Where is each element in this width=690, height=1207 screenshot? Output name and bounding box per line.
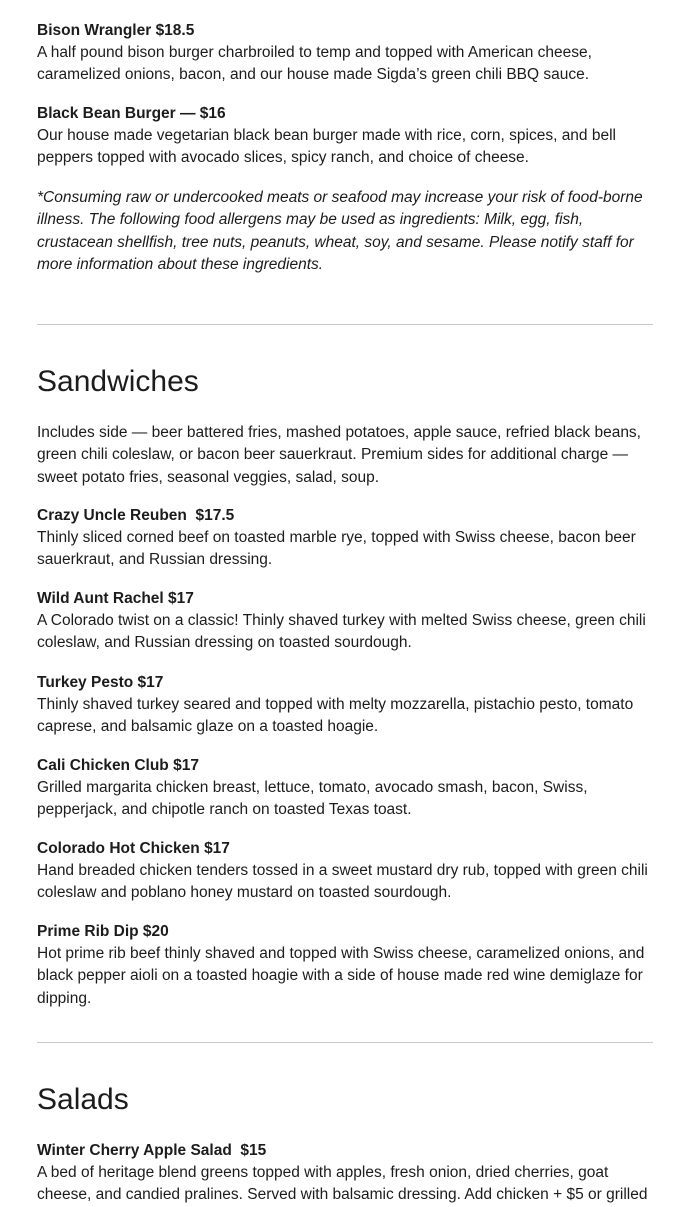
menu-item-colorado-hot-chicken [37,838,653,905]
menu-item-description: Thinly shaved turkey seared and topped with melty mozzarella, pistachio pesto, tomato caprese, and balsamic glaze on a toasted hoagie. [37,696,634,736]
menu-item-title: Black Bean Burger — $16 [37,105,226,122]
menu-item-wild-aunt-rachel [37,588,653,655]
menu-item-description: Hot prime rib beef thinly shaved and topped with Swiss cheese, caramelized onions, and black pepper aioli on a toasted hoagie with a side of house made red wine demiglaze for dipping. [37,945,645,1007]
menu-item-title: Bison Wrangler $18.5 [37,22,195,39]
menu-item-prime-rib-dip [37,921,653,1010]
menu-item-title: Winter Cherry Apple Salad $15 [37,1142,267,1159]
menu-item-crazy-uncle-reuben [37,505,653,572]
menu-item-description: Grilled margarita chicken breast, lettuce, tomato, avocado smash, bacon, Swiss, pepperjack, and chipotle ranch on toasted Texas toast. [37,779,588,819]
section-title-sandwiches: Sandwiches [37,365,199,398]
menu-item-cali-chicken-club [37,755,653,822]
menu-item-description: Our house made vegetarian black bean burger made with rice, corn, spices, and bell peppers topped with avocado slices, spicy ranch, and choice of cheese. [37,127,616,167]
menu-item-title: Crazy Uncle Reuben $17.5 [37,507,235,524]
menu-item-title: Wild Aunt Rachel $17 [37,590,194,607]
section-divider [37,324,653,325]
menu-item-title: Colorado Hot Chicken $17 [37,840,230,857]
sandwiches-intro: Includes side — beer battered fries, mashed potatoes, apple sauce, refried black beans, green chili coleslaw, or bacon beer sauerkraut. Premium sides for additional charge — sweet potato fries, seasonal veggies, salad, soup. [37,424,641,486]
menu-item-winter-cherry-apple-salad [37,1140,653,1207]
menu-item-description: Hand breaded chicken tenders tossed in a sweet mustard dry rub, topped with green chili coleslaw and poblano honey mustard on toasted sourdough. [37,862,648,902]
menu-item-description: A Colorado twist on a classic! Thinly shaved turkey with melted Swiss cheese, green chili coleslaw, and Russian dressing on toasted sourdough. [37,612,646,652]
menu-item-title: Turkey Pesto $17 [37,674,164,691]
menu-item-bison-wrangler [37,20,653,87]
menu-item-description: A bed of heritage blend greens topped with apples, fresh onion, dried cherries, goat cheese, and candied pralines. Served with balsamic dressing. Add chicken + $5 or grilled [37,1164,648,1204]
menu-item-title: Prime Rib Dip $20 [37,923,169,940]
menu-item-description: A half pound bison burger charbroiled to temp and topped with American cheese, caramelized onions, bacon, and our house made Sigda’s green chili BBQ sauce. [37,44,592,84]
section-title-salads: Salads [37,1083,129,1116]
allergen-note: *Consuming raw or undercooked meats or seafood may increase your risk of food-borne illness. The following food allergens may be used as ingredients: Milk, egg, fish, crustacean shellfish, tree nuts, peanuts, wheat, soy, and sesame. Please notify staff for more information about these ingredients. [37,189,643,273]
menu-item-title: Cali Chicken Club $17 [37,757,199,774]
menu-item-turkey-pesto [37,672,653,739]
menu-item-black-bean-burger [37,103,653,170]
section-divider [37,1042,653,1043]
menu-item-description: Thinly sliced corned beef on toasted marble rye, topped with Swiss cheese, bacon beer sauerkraut, and Russian dressing. [37,529,636,569]
